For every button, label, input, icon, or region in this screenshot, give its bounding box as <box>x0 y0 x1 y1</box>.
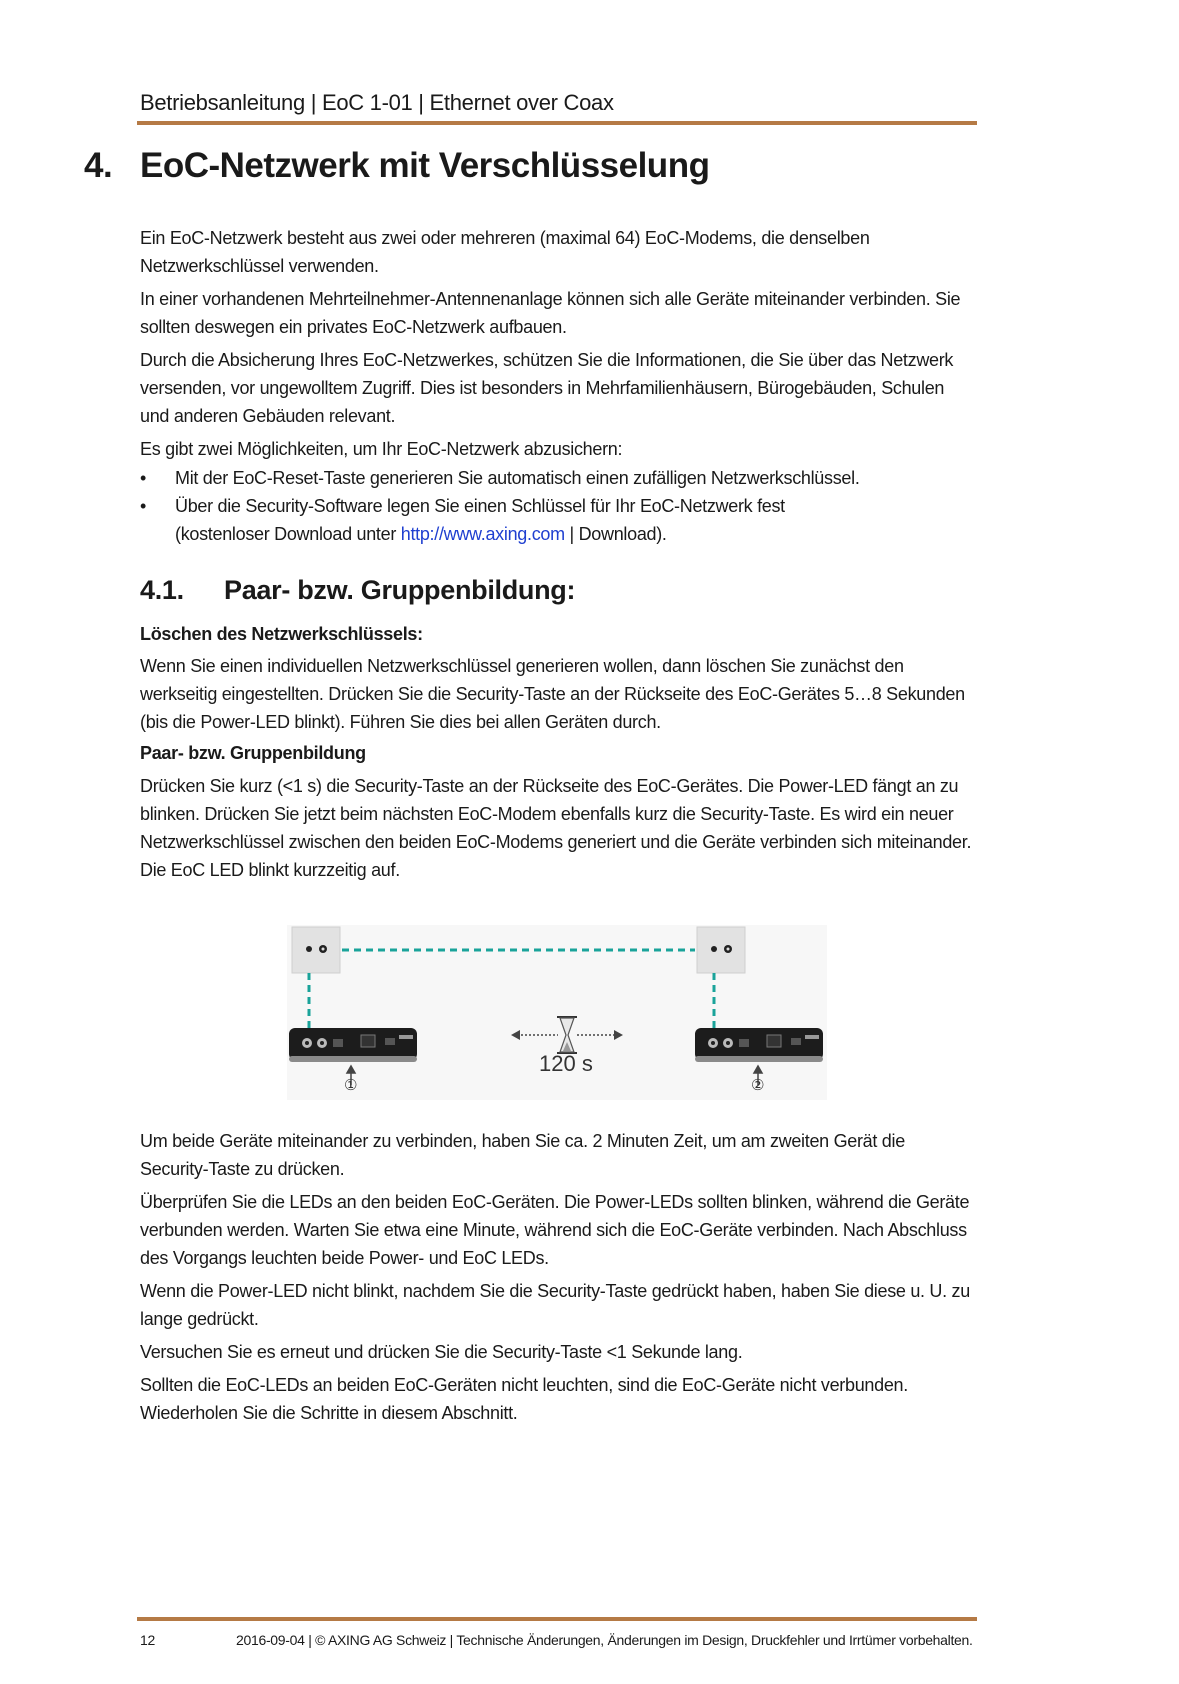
paragraph-after-3: Wenn die Power-LED nicht blinkt, nachdem Sie die Security-Taste gedrückt haben, haben Sie diese u. U. zu lange gedrückt. <box>140 1281 970 1329</box>
subsection-title <box>140 575 575 606</box>
page-number: 12 <box>140 1632 155 1648</box>
bullet-marker: • <box>140 496 147 516</box>
bullet-marker: • <box>140 468 147 488</box>
axing-link[interactable]: http://www.axing.com <box>400 524 565 544</box>
pairing-figure <box>287 925 827 1100</box>
header-rule <box>137 121 977 125</box>
wall-outlet-1 <box>292 927 340 973</box>
bullet-text: Mit der EoC-Reset-Taste generieren Sie automatisch einen zufälligen Netzwerkschlüssel. <box>175 468 860 488</box>
footer-rule <box>137 1617 977 1621</box>
intro-paragraph-3: Durch die Absicherung Ihres EoC-Netzwerkes, schützen Sie die Informationen, die Sie über das Netzwerk versenden, vor ungewolltem Zugriff. Dies ist besonders in Mehrfamilienhäusern, Bürogebäuden, Schulen und anderen Gebäuden relevant. <box>140 350 954 426</box>
paragraph-delete-key: Wenn Sie einen individuellen Netzwerkschlüssel generieren wollen, dann löschen Sie zunächst den werkseitig eingestellten. Drücken Sie die Security-Taste an der Rückseite des EoC-Gerätes 5…8 Sekunden (bis die Power-LED blinkt). Führen Sie dies bei allen Geräten durch. <box>140 656 965 732</box>
timer-label: 120 s <box>539 1051 593 1076</box>
modem-2 <box>695 1028 823 1062</box>
device-1-label: ① <box>344 1077 358 1094</box>
subsection-number: 4.1. <box>140 575 184 605</box>
intro-paragraph-2: In einer vorhandenen Mehrteilnehmer-Antennenanlage können sich alle Geräte miteinander verbinden. Sie sollten deswegen ein privates EoC-Netzwerk aufbauen. <box>140 289 961 337</box>
section-title-text: EoC-Netzwerk mit Verschlüsselung <box>140 146 710 185</box>
intro-paragraph-1: Ein EoC-Netzwerk besteht aus zwei oder mehreren (maximal 64) EoC-Modems, die denselben Netzwerkschlüssel verwenden. <box>140 228 870 276</box>
wall-outlet-2 <box>697 927 745 973</box>
bullet-line-1: Über die Security-Software legen Sie einen Schlüssel für Ihr EoC-Netzwerk fest <box>175 496 785 516</box>
paragraph-pairing: Drücken Sie kurz (<1 s) die Security-Taste an der Rückseite des EoC-Gerätes. Die Power-LED fängt an zu blinken. Drücken Sie jetzt beim nächsten EoC-Modem ebenfalls kurz die Security-Taste. Es wird ein neuer Netzwerkschlüssel zwischen den beiden EoC-Modems generiert und die Geräte verbinden sich miteinander. Die EoC LED blinkt kurzzeitig auf. <box>140 776 972 880</box>
list-item <box>140 464 975 492</box>
list-item <box>140 492 975 548</box>
subsection-title-text: Paar- bzw. Gruppenbildung: <box>224 575 576 605</box>
heading-delete-key: Löschen des Netzwerkschlüssels: <box>140 624 423 644</box>
paragraph-after-5: Sollten die EoC-LEDs an beiden EoC-Geräten nicht leuchten, sind die EoC-Geräte nicht verbunden. Wiederholen Sie die Schritte in diesem Abschnitt. <box>140 1375 908 1423</box>
modem-1 <box>289 1028 417 1062</box>
heading-pairing: Paar- bzw. Gruppenbildung <box>140 743 366 763</box>
paragraph-after-4: Versuchen Sie es erneut und drücken Sie die Security-Taste <1 Sekunde lang. <box>140 1342 743 1362</box>
bullet-text <box>175 492 975 548</box>
paragraph-after-2: Überprüfen Sie die LEDs an den beiden EoC-Geräten. Die Power-LEDs sollten blinken, während die Geräte verbunden werden. Warten Sie etwa eine Minute, während sich die EoC-Geräte verbinden. Nach Abschluss des Vorgangs leuchten beide Power- und EoC LEDs. <box>140 1192 970 1268</box>
section-number: 4. <box>84 146 113 185</box>
paragraph-after-1: Um beide Geräte miteinander zu verbinden, haben Sie ca. 2 Minuten Zeit, um am zweiten Gerät die Security-Taste zu drücken. <box>140 1131 905 1179</box>
device-2-label: ② <box>751 1077 765 1094</box>
running-header: Betriebsanleitung | EoC 1-01 | Ethernet over Coax <box>140 90 614 115</box>
bullet-line-2-pre: (kostenloser Download unter <box>175 524 401 544</box>
bullet-line-2-post: | Download). <box>564 524 667 544</box>
section-title <box>84 146 709 186</box>
intro-paragraph-4: Es gibt zwei Möglichkeiten, um Ihr EoC-Netzwerk abzusichern: <box>140 439 623 459</box>
footer-text: 2016-09-04 | © AXING AG Schweiz | Technische Änderungen, Änderungen im Design, Druckfehler und Irrtümer vorbehalten. <box>236 1632 973 1648</box>
